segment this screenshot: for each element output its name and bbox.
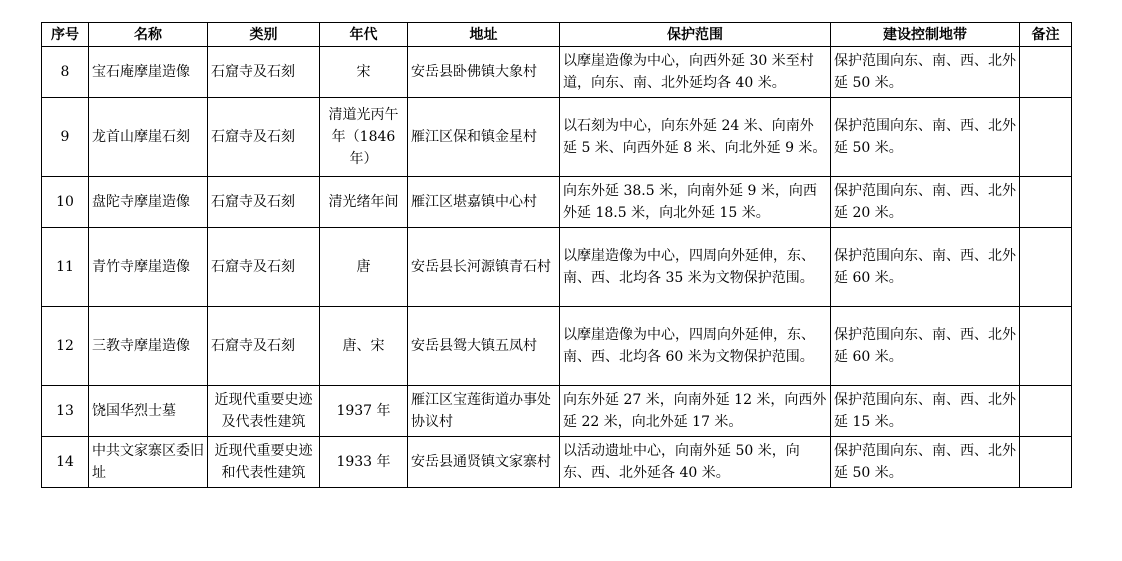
cell-address: 雁江区宝莲街道办事处协议村 <box>408 386 560 437</box>
cell-era: 1937 年 <box>320 386 408 437</box>
header-category: 类别 <box>208 23 320 47</box>
cell-no: 13 <box>42 386 89 437</box>
cell-category: 石窟寺及石刻 <box>208 177 320 228</box>
header-control: 建设控制地带 <box>831 23 1020 47</box>
table-row <box>42 47 1072 98</box>
header-address: 地址 <box>408 23 560 47</box>
cell-address: 雁江区保和镇金星村 <box>408 98 560 177</box>
cell-name: 饶国华烈士墓 <box>89 386 208 437</box>
cell-note <box>1020 228 1072 307</box>
cell-no: 14 <box>42 437 89 488</box>
cell-control: 保护范围向东、南、西、北外延 60 米。 <box>831 307 1020 386</box>
table-row <box>42 437 1072 488</box>
cell-note <box>1020 98 1072 177</box>
cell-address: 雁江区堪嘉镇中心村 <box>408 177 560 228</box>
cell-protection: 向东外延 38.5 米，向南外延 9 米，向西外延 18.5 米，向北外延 15 米。 <box>560 177 831 228</box>
cell-note <box>1020 177 1072 228</box>
cell-name: 盘陀寺摩崖造像 <box>89 177 208 228</box>
cell-no: 9 <box>42 98 89 177</box>
table-row <box>42 228 1072 307</box>
cell-control: 保护范围向东、南、西、北外延 50 米。 <box>831 437 1020 488</box>
header-note: 备注 <box>1020 23 1072 47</box>
cell-category: 石窟寺及石刻 <box>208 98 320 177</box>
cell-category: 近现代重要史迹和代表性建筑 <box>208 437 320 488</box>
cell-name: 龙首山摩崖石刻 <box>89 98 208 177</box>
cell-protection: 以石刻为中心，向东外延 24 米、向南外延 5 米、向西外延 8 米、向北外延 9 米。 <box>560 98 831 177</box>
header-era: 年代 <box>320 23 408 47</box>
table-header-row <box>42 23 1072 47</box>
cell-control: 保护范围向东、南、西、北外延 60 米。 <box>831 228 1020 307</box>
cell-name: 青竹寺摩崖造像 <box>89 228 208 307</box>
header-name: 名称 <box>89 23 208 47</box>
table-row <box>42 307 1072 386</box>
cell-name: 宝石庵摩崖造像 <box>89 47 208 98</box>
cell-protection: 以活动遗址中心，向南外延 50 米，向东、西、北外延各 40 米。 <box>560 437 831 488</box>
table-row <box>42 98 1072 177</box>
cell-protection: 向东外延 27 米，向南外延 12 米，向西外延 22 米，向北外延 17 米。 <box>560 386 831 437</box>
cell-no: 8 <box>42 47 89 98</box>
cell-name: 中共文家寨区委旧址 <box>89 437 208 488</box>
cell-era: 1933 年 <box>320 437 408 488</box>
cell-era: 唐 <box>320 228 408 307</box>
cell-category: 石窟寺及石刻 <box>208 307 320 386</box>
cell-no: 12 <box>42 307 89 386</box>
cell-address: 安岳县长河源镇青石村 <box>408 228 560 307</box>
cell-protection: 以摩崖造像为中心，四周向外延伸，东、南、西、北均各 60 米为文物保护范围。 <box>560 307 831 386</box>
cell-protection: 以摩崖造像为中心，向西外延 30 米至村道，向东、南、北外延均各 40 米。 <box>560 47 831 98</box>
cell-address: 安岳县卧佛镇大象村 <box>408 47 560 98</box>
cell-address: 安岳县鸳大镇五凤村 <box>408 307 560 386</box>
table-row <box>42 386 1072 437</box>
header-protection: 保护范围 <box>560 23 831 47</box>
cell-no: 11 <box>42 228 89 307</box>
cell-control: 保护范围向东、南、西、北外延 15 米。 <box>831 386 1020 437</box>
cell-name: 三教寺摩崖造像 <box>89 307 208 386</box>
table-row <box>42 177 1072 228</box>
cell-note <box>1020 386 1072 437</box>
cell-no: 10 <box>42 177 89 228</box>
cell-era: 宋 <box>320 47 408 98</box>
cell-note <box>1020 437 1072 488</box>
cell-category: 石窟寺及石刻 <box>208 228 320 307</box>
cell-era: 清光绪年间 <box>320 177 408 228</box>
cell-control: 保护范围向东、南、西、北外延 20 米。 <box>831 177 1020 228</box>
cell-address: 安岳县通贤镇文家寨村 <box>408 437 560 488</box>
heritage-protection-table <box>41 22 1072 488</box>
cell-category: 近现代重要史迹及代表性建筑 <box>208 386 320 437</box>
cell-category: 石窟寺及石刻 <box>208 47 320 98</box>
cell-control: 保护范围向东、南、西、北外延 50 米。 <box>831 98 1020 177</box>
cell-protection: 以摩崖造像为中心，四周向外延伸，东、南、西、北均各 35 米为文物保护范围。 <box>560 228 831 307</box>
cell-note <box>1020 47 1072 98</box>
cell-control: 保护范围向东、南、西、北外延 50 米。 <box>831 47 1020 98</box>
header-no: 序号 <box>42 23 89 47</box>
cell-era: 唐、宋 <box>320 307 408 386</box>
cell-note <box>1020 307 1072 386</box>
cell-era: 清道光丙午年（1846 年） <box>320 98 408 177</box>
